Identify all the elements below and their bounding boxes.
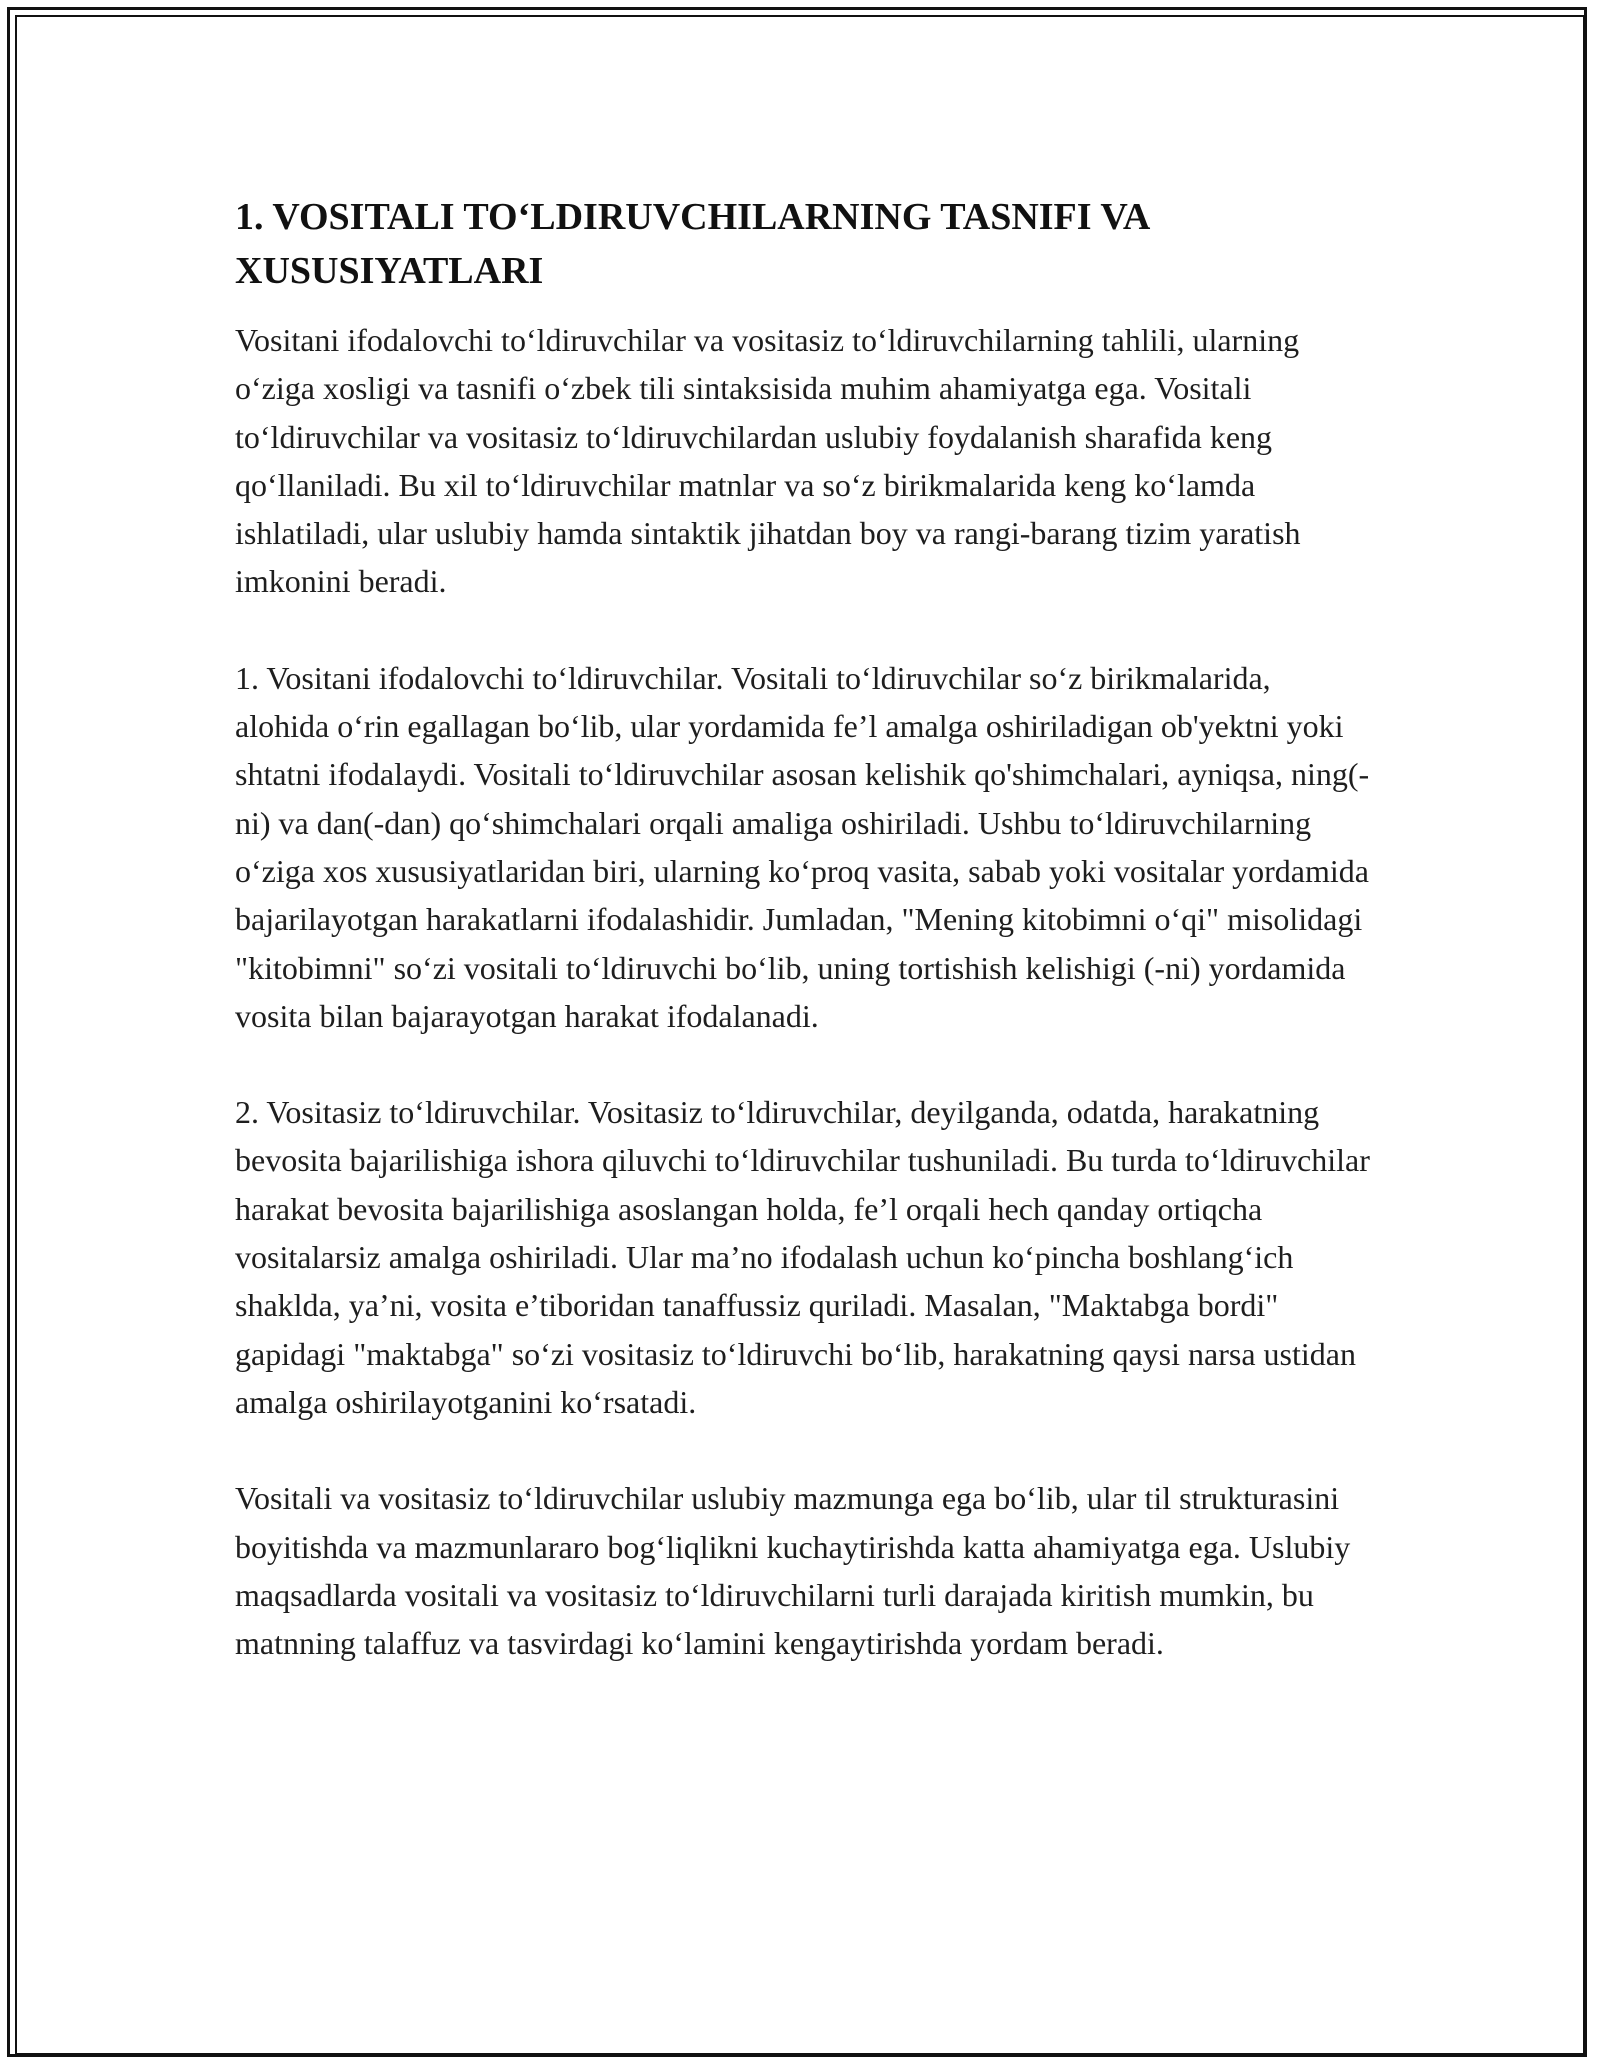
paragraph-conclusion: Vositali va vositasiz to‘ldiruvchilar uslubiy mazmunga ega bo‘lib, ular til strukturasini boyitishda va mazmunlararo bog‘liqlikni kuchaytirishda katta ahamiyatga ega. Uslubiy maqsadlarda vositali va vositasiz to‘ldiruvchilarni turli darajada kiritish mumkin, bu matnning talaffuz va tasvirdagi ko‘lamini kengaytirishda yordam beradi.	[235, 1480, 1351, 1662]
document-title: 1. VOSITALI TO‘LDIRUVCHILARNING TASNIFI VA XUSUSIYATLARI	[235, 196, 1149, 292]
document-body	[235, 190, 1370, 1667]
paragraph-section-2: 2. Vositasiz to‘ldiruvchilar. Vositasiz to‘ldiruvchilar, deyilganda, odatda, harakatning bevosita bajarilishiga ishora qiluvchi to‘ldiruvchilar tushuniladi. Bu turda to‘ldiruvchilar harakat bevosita bajarilishiga asoslangan holda, fe’l orqali hech qanday ortiqcha vositalarsiz amalga oshiriladi. Ular ma’no ifodalash uchun ko‘pincha boshlang‘ich shaklda, ya’ni, vosita e’tiboridan tanaffussiz quriladi. Masalan, "Maktabga bordi" gapidagi "maktabga" so‘zi vositasiz to‘ldiruvchi bo‘lib, harakatning qaysi narsa ustidan amalga oshirilayotganini ko‘rsatadi.	[235, 1094, 1370, 1420]
paragraph-intro: Vositani ifodalovchi to‘ldiruvchilar va vositasiz to‘ldiruvchilarning tahlili, ularning o‘ziga xosligi va tasnifi o‘zbek tili sintaksisida muhim ahamiyatga ega. Vositali to‘ldiruvchilar va vositasiz to‘ldiruvchilardan uslubiy foydalanish sharafida keng qo‘llaniladi. Bu xil to‘ldiruvchilar matnlar va so‘z birikmalarida keng ko‘lamda ishlatiladi, ular uslubiy hamda sintaktik jihatdan boy va rangi-barang tizim yaratish imkonini beradi.	[235, 322, 1301, 600]
paragraph-section-1: 1. Vositani ifodalovchi to‘ldiruvchilar. Vositali to‘ldiruvchilar so‘z birikmalarida, alohida o‘rin egallagan bo‘lib, ular yordamida fe’l amalga oshiriladigan ob'yektni yoki shtatni ifodalaydi. Vositali to‘ldiruvchilar asosan kelishik qo'shimchalari, ayniqsa, ning(-ni) va dan(-dan) qo‘shimchalari orqali amaliga oshiriladi. Ushbu to‘ldiruvchilarning o‘ziga xos xususiyatlaridan biri, ularning ko‘proq vasita, sabab yoki vositalar yordamida bajarilayotgan harakatlarni ifodalashidir. Jumladan, "Mening kitobimni o‘qi" misolidagi "kitobimni" so‘zi vositali to‘ldiruvchi bo‘lib, uning tortishish kelishigi (-ni) yordamida vosita bilan bajarayotgan harakat ifodalanadi.	[235, 659, 1370, 1034]
